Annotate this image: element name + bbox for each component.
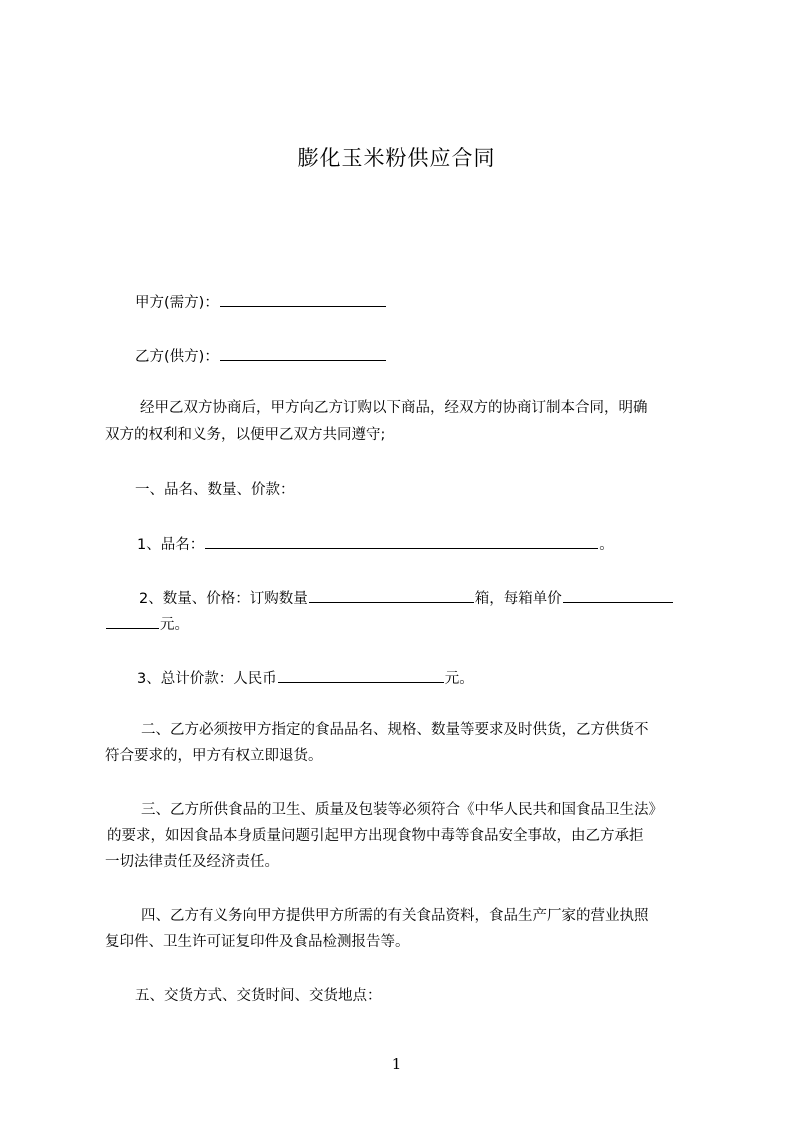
section-2-line-1: 二、乙方必须按甲方指定的食品品名、规格、数量等要求及时供货，乙方供货不 [141, 722, 649, 738]
section-4-line-2: 复印件、卫生许可证复印件及食品检测报告等。 [105, 934, 410, 950]
party-a-line [135, 291, 387, 313]
item-1-end: 。 [599, 537, 614, 553]
party-b-label: 乙方(供方)： [135, 349, 219, 365]
item-3-blank [278, 667, 444, 683]
item-2-mid: 箱，每箱单价 [474, 591, 562, 607]
item-2-price-blank [563, 587, 673, 603]
intro-line-1: 经甲乙双方协商后，甲方向乙方订购以下商品，经双方的协商订制本合同，明确 [140, 400, 648, 416]
document-title: 膨化玉米粉供应合同 [297, 146, 496, 170]
party-a-blank [220, 291, 386, 307]
party-b-line [135, 345, 387, 367]
section-3-line-3: 一切法律责任及经济责任。 [105, 854, 279, 870]
section-3-line-1: 三、乙方所供食品的卫生、质量及包装等必须符合《中华人民共和国食品卫生法》 [141, 802, 663, 818]
section-3-line-2: 的要求，如因食品本身质量问题引起甲方出现食物中毒等食品安全事故，由乙方承拒 [107, 828, 644, 844]
section-4-line-1: 四、乙方有义务向甲方提供甲方所需的有关食品资料，食品生产厂家的营业执照 [141, 908, 649, 924]
item-2-line-2 [105, 613, 189, 635]
item-3-end: 元。 [444, 671, 474, 687]
item-1-blank [205, 533, 598, 549]
party-a-label: 甲方(需方)： [135, 295, 219, 311]
item-2-quantity-blank [309, 587, 474, 603]
item-3-line [137, 667, 474, 689]
item-2-label: 2、数量、价格：订购数量 [139, 591, 308, 607]
item-3-label: 3、总计价款：人民币 [137, 671, 277, 687]
section-2-line-2: 符合要求的，甲方有权立即退货。 [105, 748, 323, 764]
section-5-heading: 五、交货方式、交货时间、交货地点： [135, 988, 382, 1004]
item-2-line [139, 587, 674, 609]
item-1-line [137, 533, 614, 555]
item-1-label: 1、品名： [137, 537, 205, 553]
page-number: 1 [391, 1055, 402, 1073]
item-2-price-blank-cont [106, 613, 159, 629]
item-2-end: 元。 [160, 617, 189, 633]
section-1-heading: 一、品名、数量、价款： [135, 482, 295, 498]
intro-line-2: 双方的权利和义务，以便甲乙双方共同遵守; [105, 427, 386, 443]
party-b-blank [220, 345, 386, 361]
